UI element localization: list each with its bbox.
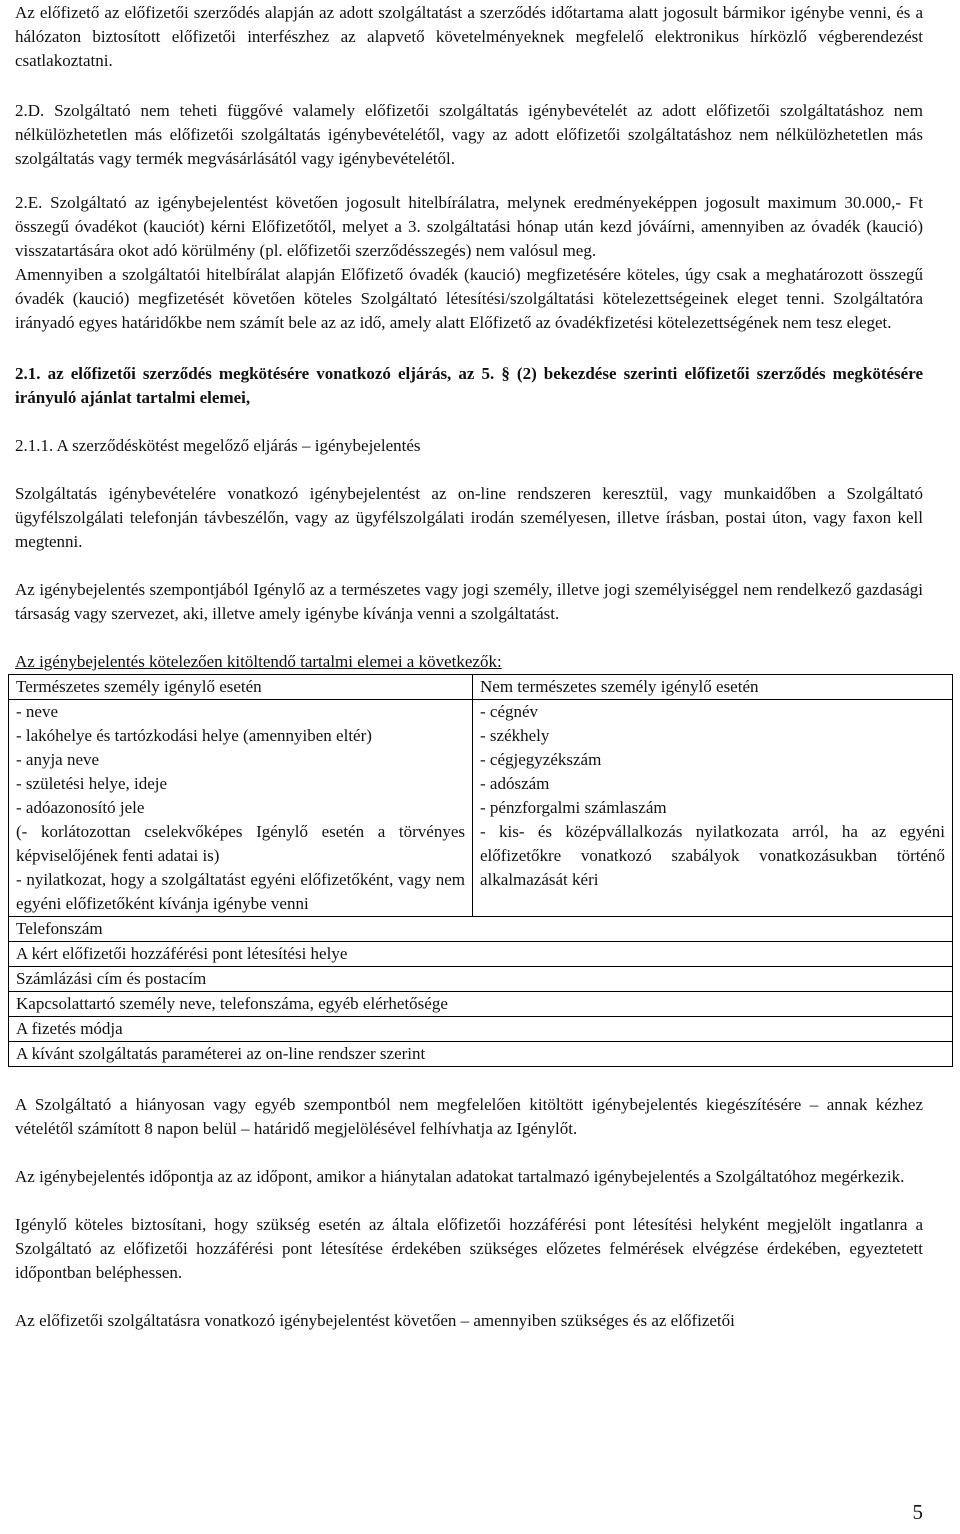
section-2-1-heading: 2.1. az előfizetői szerződés megkötésére vonatkozó eljárás, az 5. § (2) bekezdése szerinti előfizetői szerződés megkötésére irányuló ajánlat tartalmi elemei, xyxy=(15,364,923,407)
request-elements-table xyxy=(8,674,953,1067)
table-row xyxy=(9,1042,953,1067)
legal-person-items-cell xyxy=(473,700,953,917)
list-item: - székhely xyxy=(480,726,550,745)
list-item: - nyilatkozat, hogy a szolgáltatást egyéni előfizetőként, vagy nem egyéni előfizetőként kívánja igénybe venni xyxy=(16,870,465,913)
table-row xyxy=(9,992,953,1017)
billing-address-row-cell: Számlázási cím és postacím xyxy=(9,967,953,992)
requester-definition-paragraph: Az igénybejelentés szempontjából Igénylő az a természetes vagy jogi személy, illetve jogi személyiséggel nem rendelkező gazdasági társaság vagy szervezet, aki, illetve amely igénybe kívánja venni a szolgáltatást. xyxy=(15,580,923,623)
table-title: Az igénybejelentés kötelezően kitöltendő tartalmi elemei a következők: xyxy=(15,652,502,671)
access-point-row-cell: A kért előfizetői hozzáférési pont létesítési helye xyxy=(9,942,953,967)
table-row xyxy=(9,1017,953,1042)
page-number: 5 xyxy=(912,1500,923,1524)
list-item: - adóazonosító jele xyxy=(16,798,145,817)
incomplete-request-paragraph: A Szolgáltató a hiányosan vagy egyéb szempontból nem megfelelően kitöltött igénybejelentés kiegészítésére – annak kézhez vételétől számított 8 napon belül – határidő megjelölésével felhívhatja az Igénylőt. xyxy=(15,1095,923,1138)
site-access-paragraph: Igénylő köteles biztosítani, hogy szükség esetén az általa előfizetői hozzáférési pont létesítési helyként megjelölt ingatlanra a Szolgáltató az előfizetői hozzáférési pont létesítése érdekében szükséges előzetes felmérések elvégzése érdekében, egyeztetett időpontban beléphessen. xyxy=(15,1215,923,1282)
natural-person-items-cell xyxy=(9,700,473,917)
intro-paragraph: Az előfizető az előfizetői szerződés alapján az adott szolgáltatást a szerződés időtartama alatt jogosult bármikor igénybe venni, és a hálózaton biztosított előfizetői interfészhez az alapvető követelményeknek megfelelő elektronikus hírközlő végberendezést csatlakoztatni. xyxy=(15,3,923,70)
list-item: - anyja neve xyxy=(16,750,100,769)
list-item: - születési helye, ideje xyxy=(16,774,168,793)
list-item: - kis- és középvállalkozás nyilatkozata arról, ha az egyéni előfizetőkre vonatkozó szabályok vonatkozásukban történő alkalmazását kéri xyxy=(480,822,945,889)
table-row xyxy=(9,700,953,917)
payment-method-row-cell: A fizetés módja xyxy=(9,1017,953,1042)
closing-paragraph: Az előfizetői szolgáltatásra vonatkozó igénybejelentést követően – amennyiben szükséges és az előfizetői xyxy=(15,1311,735,1330)
section-2-1-1-heading: 2.1.1. A szerződéskötést megelőző eljárás – igénybejelentés xyxy=(15,436,421,455)
table-row xyxy=(9,917,953,942)
list-item: - adószám xyxy=(480,774,550,793)
list-item: - cégjegyzékszám xyxy=(480,750,602,769)
table-row xyxy=(9,942,953,967)
section-2e-paragraph: 2.E. Szolgáltató az igénybejelentést követően jogosult hitelbírálatra, melynek eredményeképpen jogosult maximum 30.000,- Ft összegű óvadékot (kauciót) kérni Előfizetőtől, melyet a 3. szolgáltatási hónap után kezd jóváírni, amennyiben az óvadék (kaució) visszatartására okot adó körülmény (pl. előfizetői szerződésszegés) nem valósul meg. xyxy=(15,193,923,260)
legal-person-header: Nem természetes személy igénylő esetén xyxy=(473,675,953,700)
natural-person-header: Természetes személy igénylő esetén xyxy=(9,675,473,700)
table-row xyxy=(9,967,953,992)
online-request-paragraph: Szolgáltatás igénybevételére vonatkozó igénybejelentést az on-line rendszeren keresztül, vagy munkaidőben a Szolgáltató ügyfélszolgálati telefonján távbeszélőn, vagy az ügyfélszolgálati irodán személyesen, illetve írásban, postai úton, vagy faxon kell megtenni. xyxy=(15,484,923,551)
list-item: (- korlátozottan cselekvőképes Igénylő esetén a törvényes képviselőjének fenti adatai is) xyxy=(16,822,465,865)
section-2e-caution-paragraph: Amennyiben a szolgáltatói hitelbírálat alapján Előfizető óvadék (kaució) megfizetésére köteles, úgy csak a meghatározott összegű óvadék (kaució) megfizetését követően köteles Szolgáltató létesítési/szolgáltatási kötelezettségeinek eleget tenni. Szolgáltatóra irányadó egyes határidőkbe nem számít bele az az idő, amely alatt Előfizető az óvadékfizetési kötelezettségének nem tesz eleget. xyxy=(15,265,923,332)
list-item: - lakóhelye és tartózkodási helye (amennyiben eltér) xyxy=(16,726,372,745)
request-time-paragraph: Az igénybejelentés időpontja az az időpont, amikor a hiánytalan adatokat tartalmazó igénybejelentés a Szolgáltatóhoz megérkezik. xyxy=(15,1167,905,1186)
list-item: - pénzforgalmi számlaszám xyxy=(480,798,667,817)
phone-row-cell: Telefonszám xyxy=(9,917,953,942)
document-page xyxy=(15,0,945,1333)
contact-person-row-cell: Kapcsolattartó személy neve, telefonszáma, egyéb elérhetősége xyxy=(9,992,953,1017)
list-item: - cégnév xyxy=(480,702,539,721)
section-2d-paragraph: 2.D. Szolgáltató nem teheti függővé valamely előfizetői szolgáltatás igénybevételét az adott előfizetői szolgáltatáshoz nem nélkülözhetetlen más előfizetői szolgáltatás igénybevételétől, vagy az adott előfizetői szolgáltatáshoz nem nélkülözhetetlen más szolgáltatás vagy termék megvásárlásától vagy igénybevételétől. xyxy=(15,101,923,168)
table-header-row xyxy=(9,675,953,700)
service-parameters-row-cell: A kívánt szolgáltatás paraméterei az on-line rendszer szerint xyxy=(9,1042,953,1067)
list-item: - neve xyxy=(16,702,59,721)
